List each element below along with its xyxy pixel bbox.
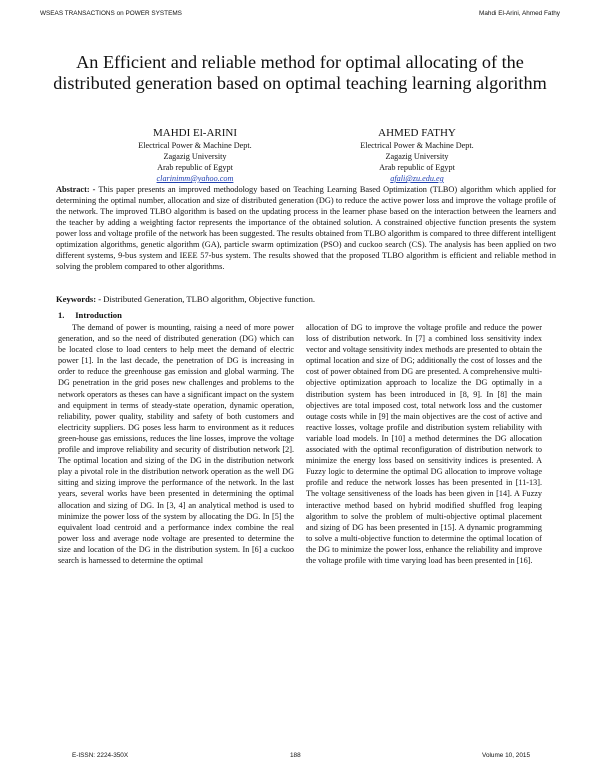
section-title: Introduction [75,310,122,320]
author-email-link[interactable]: clarinimm@yahoo.com [156,174,234,183]
author-dept: Electrical Power & Machine Dept. [360,141,474,150]
abstract-text: This paper presents an improved methodology based on Teaching Learning Based Optimization (TLBO) algorithm which applied for determining the optimal number, allocation and size of distributed generation (DG) to reduce the active power loss and improve the voltage profile of the network. The improved TLBO algorithm is based on the updating process in the learner phase based on the interaction between the learners and the teacher by adding a weighting factor represents the importance of the obtained solution. A constrained objective function presents the system power loss and voltage profile of the network has been suggested. The results obtained from TLBO algorithm is compared to three different intelligent optimization algorithms, genetic algorithm (GA), particle swarm optimization (PSO) and cuckoo search (CS). The analysis has been applied on two different systems, 9-bus system and IEEE 57-bus system. The results showed that the proposed TLBO algorithm is efficient and reliable method in solving the problem compared to other algorithms. [56,185,556,271]
paper-title: An Efficient and reliable method for optimal allocating of the distributed generation based on optimal teaching learning algorithm [53,52,547,93]
body-column-left: The demand of power is mounting, raising a need of more power generation, and so the need of distributed generation (DG) which can be located close to load centers to help meet the demand of electric power [1]. In the last decade, the penetration of DG is increasing in order to reduce the greenhouse gas emission and global warming. The DG penetration in the grid poses new challenges and problems to the network operators as theses can have a significant impact on the system and equipment in terms of steady-state operation, dynamic operation, reliability, power quality, stability and safety of both customers and electricity suppliers. DG poses less harm to environment as it reduces green-house gas emissions, reduces the line losses, improve the voltage profile and improve reliability and security of distribution network [2]. The optimal location and sizing of the DG in the distribution network play a pivotal role in the distribution network operation as the well DG sitting and sizing improve the performance of the network. In the last years, several works have been presented in determining the optimal allocation and sizing of DG. In [3, 4] an analytical method is used to minimize the power loss of the system by allocating the DG. In [5] the equivalent load centroid and a performance index combine the real power loss and average node voltage are presented to determine the size and location of the DG in the distribution system. In [6] a cuckoo search is harnessed to determine the optimal [58,323,294,565]
author-country: Arab republic of Egypt [379,163,455,172]
body-column-right: allocation of DG to improve the voltage profile and reduce the power loss of distribution network. In [7] a combined loss sensitivity index vector and voltage sensitivity index methods are presented to obtain the optimal location and size of DG; additionally the cost of losses and the cost of power obtained from DG are presented. A comprehensive multi-objective optimization approach to localize the DG optimally in a distribution system has been introduced in [8, 9]. In [8] the main objectives are total imposed cost, total network loss and the customer outage costs while in [9] the main objectives are the cost of active and reactive losses, voltage profile and distribution system reliability with variable load models. In [10] a method determines the DG allocation associated with the optimal reconfiguration of distribution network to minimize the energy loss based on sensitivity indices is presented. A Fuzzy logic to determine the optimal DG allocation to improve voltage profile and reduce the network losses has been presented in [11-13]. The voltage sensitiveness of the loads has been given in [14]. A Fuzzy interactive method based on hybrid modified shuffled frog leaping algorithm to solve the problem of multi-objective optimal placement and sizing of DG has been presented in [15]. A dynamic programming to solve a multi-objective function to determine the optimal location of the DG to minimize the power loss, enhance the reliability and improve the voltage profile with time varying load has been presented in [16]. [306,323,542,565]
author-university: Zagazig University [385,152,449,161]
abstract [56,184,556,272]
keywords-label: Keywords: - [56,294,102,304]
author-email-link[interactable]: afali@zu.edu.eg [390,174,444,183]
keywords [56,294,556,305]
footer-issn: E-ISSN: 2224-350X [72,752,129,759]
running-header-journal: WSEAS TRANSACTIONS on POWER SYSTEMS [40,10,182,17]
author-block-1 [85,127,305,184]
abstract-label: Abstract: - [56,185,96,194]
section-number: 1. [58,310,65,320]
author-university: Zagazig University [163,152,227,161]
footer-page-number: 188 [290,752,301,759]
author-country: Arab republic of Egypt [157,163,233,172]
author-name: MAHDI El-ARINI [152,127,237,139]
author-block-2 [307,127,527,184]
author-dept: Electrical Power & Machine Dept. [138,141,252,150]
running-header-authors: Mahdi El-Arini, Ahmed Fathy [479,10,560,17]
section-heading [58,310,122,320]
keywords-text: Distributed Generation, TLBO algorithm, Objective function. [103,294,316,304]
author-name: AHMED FATHY [378,127,456,139]
footer-volume: Volume 10, 2015 [482,752,530,759]
